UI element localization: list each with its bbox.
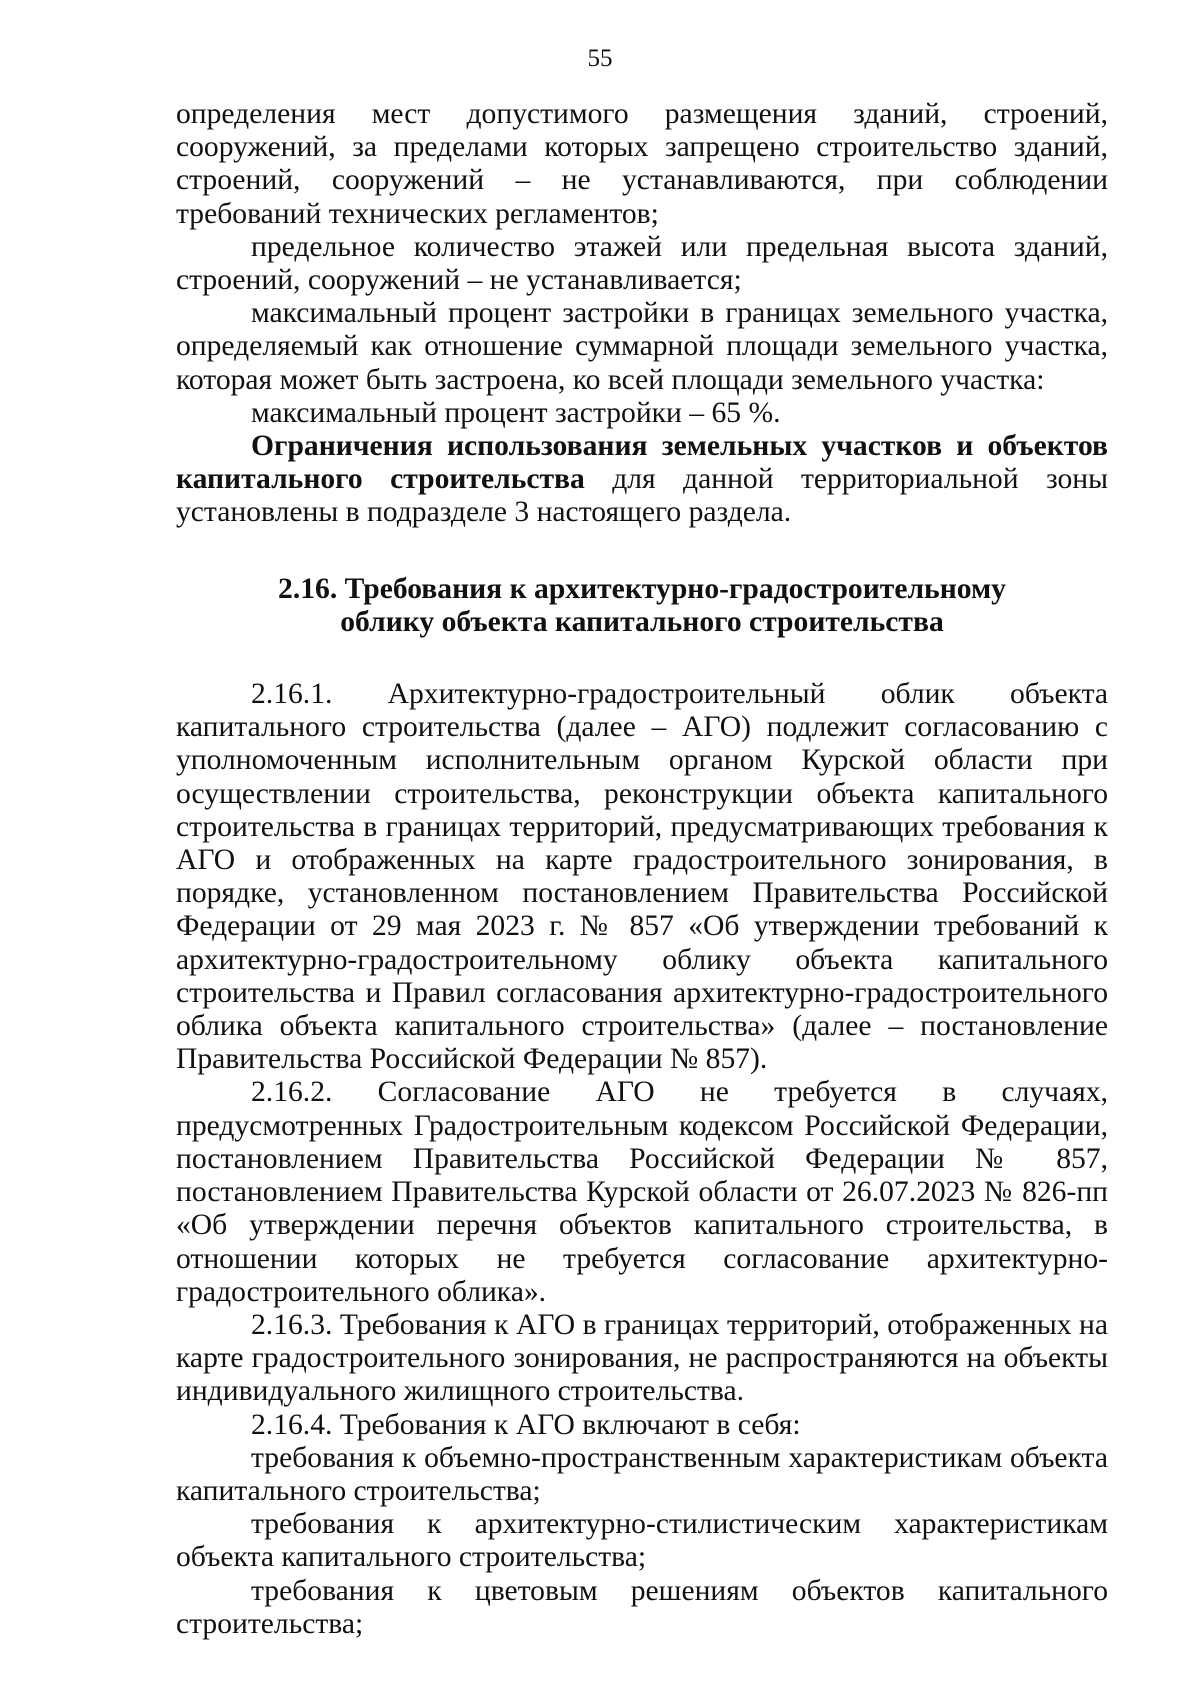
page-number: 55 [587, 45, 613, 72]
paragraph-max-coverage-value: максимальный процент застройки – 65 %. [251, 396, 781, 429]
restrictions-normal-text: для данной территориальной зоны установлены в подразделе 3 настоящего раздела. [176, 463, 1109, 529]
list-item-color-solutions: требования к цветовым решениям объектов капитального строительства; [176, 1574, 1108, 1640]
paragraph-floor-limit: предельное количество этажей или предельная высота зданий, строений, сооружений – не устанавливается; [176, 230, 1108, 297]
paragraph-max-coverage-definition: максимальный процент застройки в границах земельного участка, определяемый как отношение суммарной площади земельного участка, которая может быть застроена, ко всей площади земельного участка: [176, 297, 1108, 396]
paragraph-2-16-3: 2.16.3. Требования к АГО в границах территорий, отображенных на карте градостроительного зонирования, не распространяются на объекты индивидуального жилищного строительства. [176, 1308, 1108, 1408]
document-body [176, 98, 1108, 1641]
section-heading [176, 573, 1108, 639]
section-heading-line-1: 2.16. Требования к архитектурно-градостроительному [278, 572, 1006, 605]
paragraph-2-16-4: 2.16.4. Требования к АГО включают в себя: [251, 1408, 801, 1441]
list-item-volume-spatial: требования к объемно-пространственным характеристикам объекта капитального строительства; [176, 1441, 1108, 1507]
list-item-architectural-stylistic: требования к архитектурно-стилистическим характеристикам объекта капитального строительства; [176, 1508, 1108, 1574]
paragraph-building-placement: определения мест допустимого размещения зданий, строений, сооружений, за пределами которых запрещено строительство зданий, строений, сооружений – не устанавливаются, при соблюдении требований технических регламентов; [176, 98, 1108, 230]
section-heading-line-2: облику объекта капитального строительства [340, 605, 944, 638]
paragraph-2-16-1: 2.16.1. Архитектурно-градостроительный облик объекта капитального строительства (далее – АГО) подлежит согласованию с уполномоченным исполнительным органом Курской области при осуществлении строительства, реконструкции объекта капитального строительства в границах территорий, предусматривающих требования к АГО и отображенных на карте градостроительного зонирования, в порядке, установленном постановлением Правительства Российской Федерации от 29 мая 2023 г. № 857 «Об утверждении требований к архитектурно-градостроительному облику объекта капитального строительства и Правил согласования архитектурно-градостроительного облика объекта капитального строительства» (далее – постановление Правительства Российской Федерации № 857). [176, 678, 1108, 1076]
paragraph-restrictions [176, 430, 1108, 530]
paragraph-2-16-2: 2.16.2. Согласование АГО не требуется в случаях, предусмотренных Градостроительным кодексом Российской Федерации, постановлением Правительства Российской Федерации № 857, постановлением Правительства Курской области от 26.07.2023 № 826-пп «Об утверждении перечня объектов капитального строительства, в отношении которых не требуется согласование архитектурно-градостроительного облика». [176, 1076, 1108, 1308]
restrictions-bold-text: Ограничения использования земельных участков и объектов капитального строительства [176, 430, 1108, 496]
